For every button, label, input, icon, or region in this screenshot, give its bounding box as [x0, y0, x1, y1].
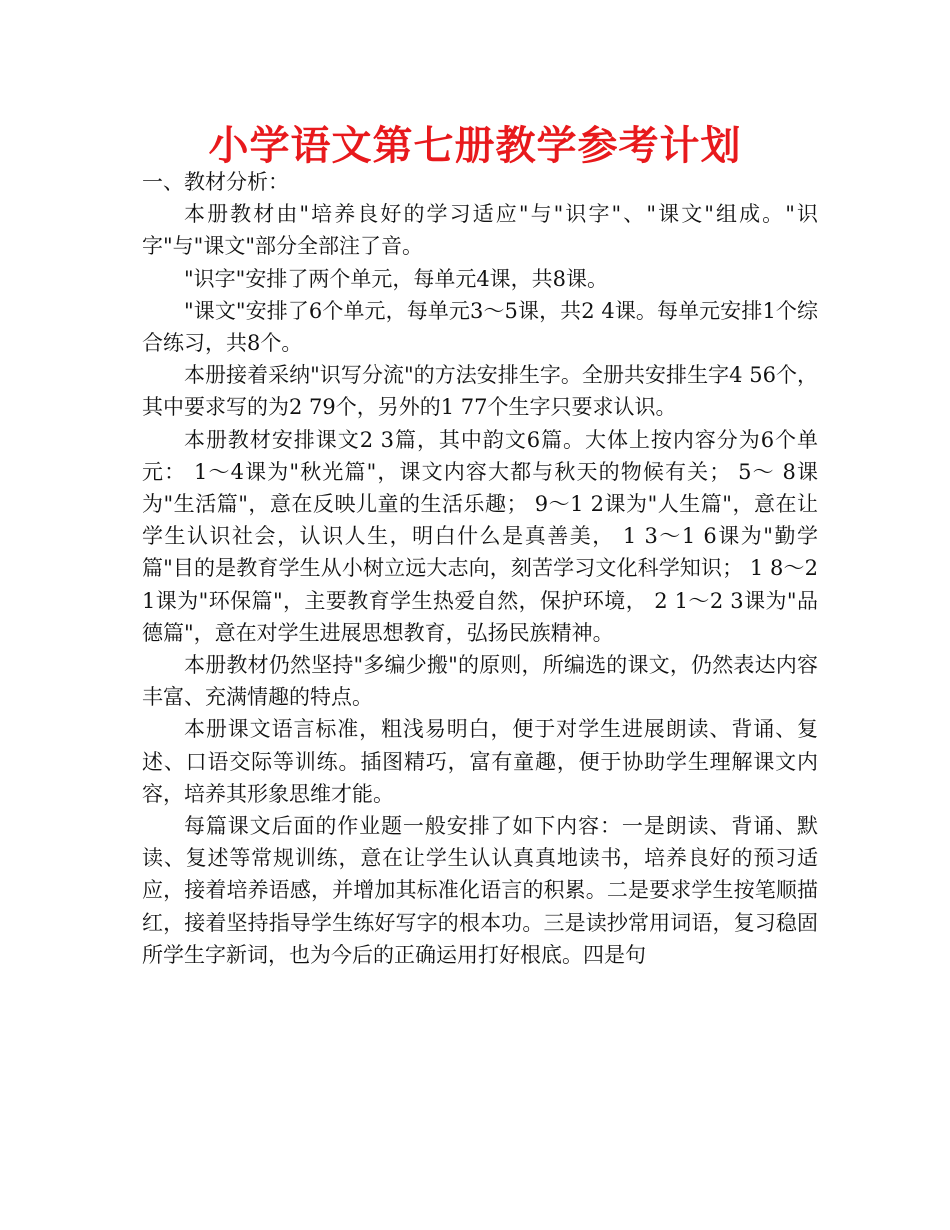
paragraph: 本册教材仍然坚持"多编少搬"的原则，所编选的课文，仍然表达内容丰富、充满情趣的特点。: [142, 653, 818, 710]
document-title: 小学语文第七册教学参考计划: [208, 123, 742, 169]
paragraph: "课文"安排了6个单元，每单元3～5课，共2 4课。每单元安排1个综合练习，共8个。: [142, 298, 818, 356]
document-body: [142, 166, 818, 971]
paragraph: 本册教材由"培养良好的学习适应"与"识字"、"课文"组成。"识字"与"课文"部分全部注了音。: [142, 202, 818, 259]
paragraph: 本册课文语言标准，粗浅易明白，便于对学生进展朗读、背诵、复述、口语交际等训练。插图精巧，富有童趣，便于协助学生理解课文内容，培养其形象思维才能。: [142, 717, 818, 806]
section-heading: 一、教材分析：: [142, 170, 289, 194]
paragraph: 每篇课文后面的作业题一般安排了如下内容：一是朗读、背诵、默读、复述等常规训练，意在让学生认认真真地读书，培养良好的预习适应，接着培养语感，并增加其标准化语言的积累。二是要求学生按笔顺描红，接着坚持指导学生练好写字的根本功。三是读抄常用词语，复习稳固所学生字新词，也为今后的正确运用打好根底。四是句: [142, 814, 818, 967]
paragraph: 本册接着采纳"识写分流"的方法安排生字。全册共安排生字4 56个，其中要求写的为2 79个，另外的1 77个生字只要求认识。: [142, 363, 818, 420]
paragraph: 本册教材安排课文2 3篇，其中韵文6篇。大体上按内容分为6个单元： 1～4课为"秋光篇"，课文内容大都与秋天的物候有关； 5～ 8课为"生活篇"，意在反映儿童的生活乐趣； 9～1 2课为"人生篇"，意在让学生认识社会，认识人生，明白什么是真善美， 1 3～1 6课为"勤学篇"目的是教育学生从小树立远大志向，刻苦学习文化科学知识； 1 8～2 1课为"环保篇"，主要教育学生热爱自然，保护环境， 2 1～2 3课为"品德篇"，意在对学生进展思想教育，弘扬民族精神。: [142, 427, 818, 645]
paragraph: "识字"安排了两个单元，每单元4课，共8课。: [184, 266, 609, 291]
